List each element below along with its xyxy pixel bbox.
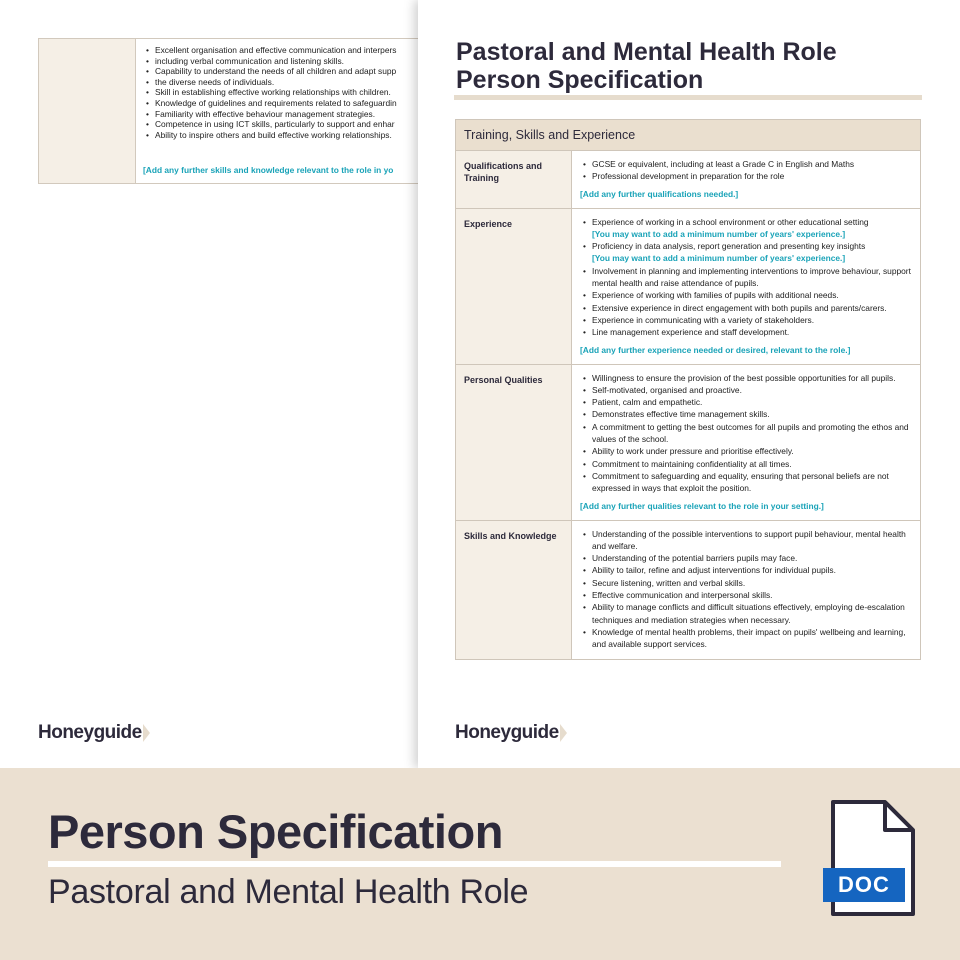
placeholder-note: [You may want to add a minimum number of years' experience.] <box>592 253 846 264</box>
bullet-list <box>580 528 914 651</box>
row-content <box>572 151 920 208</box>
title-underline <box>454 95 922 100</box>
row-note: [Add any further qualifications needed.] <box>580 188 739 199</box>
list-item <box>580 372 914 384</box>
list-item <box>580 408 914 420</box>
back-page-table <box>38 38 438 184</box>
list-item <box>580 601 914 626</box>
back-page <box>0 0 430 768</box>
table-row <box>456 365 920 521</box>
specification-table <box>455 119 921 660</box>
row-content <box>572 209 920 364</box>
list-item <box>580 326 914 338</box>
back-page-bullet-list <box>143 45 443 140</box>
list-item-text: Ability to manage conflicts and difficult situations effectively, employing de-escalation techniques and mediation strategies when necessary. <box>592 602 905 625</box>
list-item-text: Self-motivated, organised and proactive. <box>592 384 742 395</box>
list-item <box>580 384 914 396</box>
table-row <box>456 209 920 365</box>
back-page-bullet: • Familiarity with effective behaviour management strategies. <box>143 109 443 120</box>
logo-text: Honeyguide <box>455 722 559 743</box>
list-item <box>580 445 914 457</box>
back-page-note: [Add any further skills and knowledge relevant to the role in yo <box>143 165 394 175</box>
back-page-bullet: • Capability to understand the needs of all children and adapt supp <box>143 66 443 77</box>
document-icon <box>823 800 917 918</box>
list-item-text: Experience of working with families of pupils with additional needs. <box>592 290 839 301</box>
bullet-list <box>580 158 914 183</box>
row-content <box>572 365 920 520</box>
back-page-bullet: • Skill in establishing effective working relationships with children. <box>143 87 443 98</box>
list-item-text: GCSE or equivalent, including at least a Grade C in English and Maths <box>592 159 855 169</box>
list-item <box>580 158 914 170</box>
list-item-text: Knowledge of mental health problems, their impact on pupils' wellbeing and learning, and available support services. <box>592 626 906 650</box>
list-item <box>580 421 914 446</box>
banner-title: Person Specification <box>48 805 503 858</box>
list-item <box>580 240 914 265</box>
list-item <box>580 216 914 241</box>
list-item-text: Ability to work under pressure and prioritise effectively. <box>592 446 794 457</box>
list-item-text: A commitment to getting the best outcomes for all pupils and promoting the ethos and values of the school. <box>592 421 909 445</box>
table-body <box>456 151 920 659</box>
product-banner <box>0 768 960 960</box>
list-item <box>580 470 914 495</box>
list-item-text: Ability to tailor, refine and adjust interventions for individual pupils. <box>592 565 836 576</box>
honeyguide-chevron-icon <box>143 724 150 742</box>
list-item <box>580 552 914 564</box>
back-page-label-cell <box>39 39 136 183</box>
list-item-text: Proficiency in data analysis, report generation and presenting key insights <box>592 241 866 252</box>
list-item-text: Secure listening, written and verbal skills. <box>592 577 746 588</box>
doc-format-badge: DOC <box>823 868 905 902</box>
list-item <box>580 302 914 314</box>
back-page-bullet: • Competence in using ICT skills, particularly to support and enhar <box>143 119 443 130</box>
list-item-text: Involvement in planning and implementing interventions to improve behaviour, support mental health and raise attendance of pupils. <box>592 265 911 289</box>
table-row <box>456 151 920 209</box>
back-page-bullet: • Knowledge of guidelines and requirements related to safeguardin <box>143 98 443 109</box>
row-label: Personal Qualities <box>456 365 572 520</box>
banner-subtitle: Pastoral and Mental Health Role <box>48 873 529 911</box>
row-label: Experience <box>456 209 572 364</box>
list-item-text: Patient, calm and empathetic. <box>592 397 703 408</box>
honeyguide-chevron-icon <box>560 724 567 742</box>
banner-divider <box>48 861 781 867</box>
list-item-text: Professional development in preparation for the role <box>592 171 785 182</box>
list-item <box>580 626 914 651</box>
list-item <box>580 265 914 290</box>
bullet-list <box>580 216 914 339</box>
list-item-text: Understanding of the potential barriers pupils may face. <box>592 553 798 564</box>
row-note: [Add any further qualities relevant to the role in your setting.] <box>580 500 824 511</box>
list-item-text: Experience in communicating with a variety of stakeholders. <box>592 314 815 325</box>
list-item <box>580 314 914 326</box>
logo-text: Honeyguide <box>38 722 142 743</box>
list-item <box>580 564 914 576</box>
placeholder-note: [You may want to add a minimum number of years' experience.] <box>592 228 846 239</box>
list-item-text: Commitment to safeguarding and equality, ensuring that personal beliefs are not expressed in ways that exploit the position. <box>592 470 889 494</box>
honeyguide-logo <box>455 722 567 744</box>
list-item-text: Line management experience and staff development. <box>592 327 790 338</box>
list-item <box>580 396 914 408</box>
list-item <box>580 528 914 553</box>
table-header: Training, Skills and Experience <box>456 120 920 151</box>
list-item-text: Experience of working in a school environment or other educational setting <box>592 216 869 227</box>
table-row <box>456 521 920 659</box>
row-label: Qualifications and Training <box>456 151 572 208</box>
honeyguide-logo <box>38 722 150 744</box>
list-item <box>580 589 914 601</box>
list-item <box>580 458 914 470</box>
list-item <box>580 289 914 301</box>
list-item-text: Extensive experience in direct engagement with both pupils and parents/carers. <box>592 302 887 313</box>
row-content <box>572 521 920 659</box>
list-item-text: Commitment to maintaining confidentiality at all times. <box>592 458 792 469</box>
back-page-bullet: • Excellent organisation and effective communication and interpers <box>143 45 443 56</box>
list-item-text: Demonstrates effective time management skills. <box>592 409 770 420</box>
list-item-text: Understanding of the possible interventions to support pupil behaviour, mental health and welfare. <box>592 528 906 551</box>
list-item <box>580 577 914 589</box>
front-page <box>418 0 960 768</box>
document-title: Pastoral and Mental Health Role Person Specification <box>456 38 837 94</box>
list-item <box>580 170 914 182</box>
back-page-bullet: • the diverse needs of individuals. <box>143 77 443 88</box>
row-label: Skills and Knowledge <box>456 521 572 659</box>
back-page-bullet: • Ability to inspire others and build effective working relationships. <box>143 130 443 141</box>
row-note: [Add any further experience needed or desired, relevant to the role.] <box>580 344 851 355</box>
list-item-text: Effective communication and interpersonal skills. <box>592 590 773 601</box>
back-page-bullet: • including verbal communication and listening skills. <box>143 56 443 67</box>
bullet-list <box>580 372 914 495</box>
list-item-text: Willingness to ensure the provision of the best possible opportunities for all pupils. <box>592 372 896 383</box>
